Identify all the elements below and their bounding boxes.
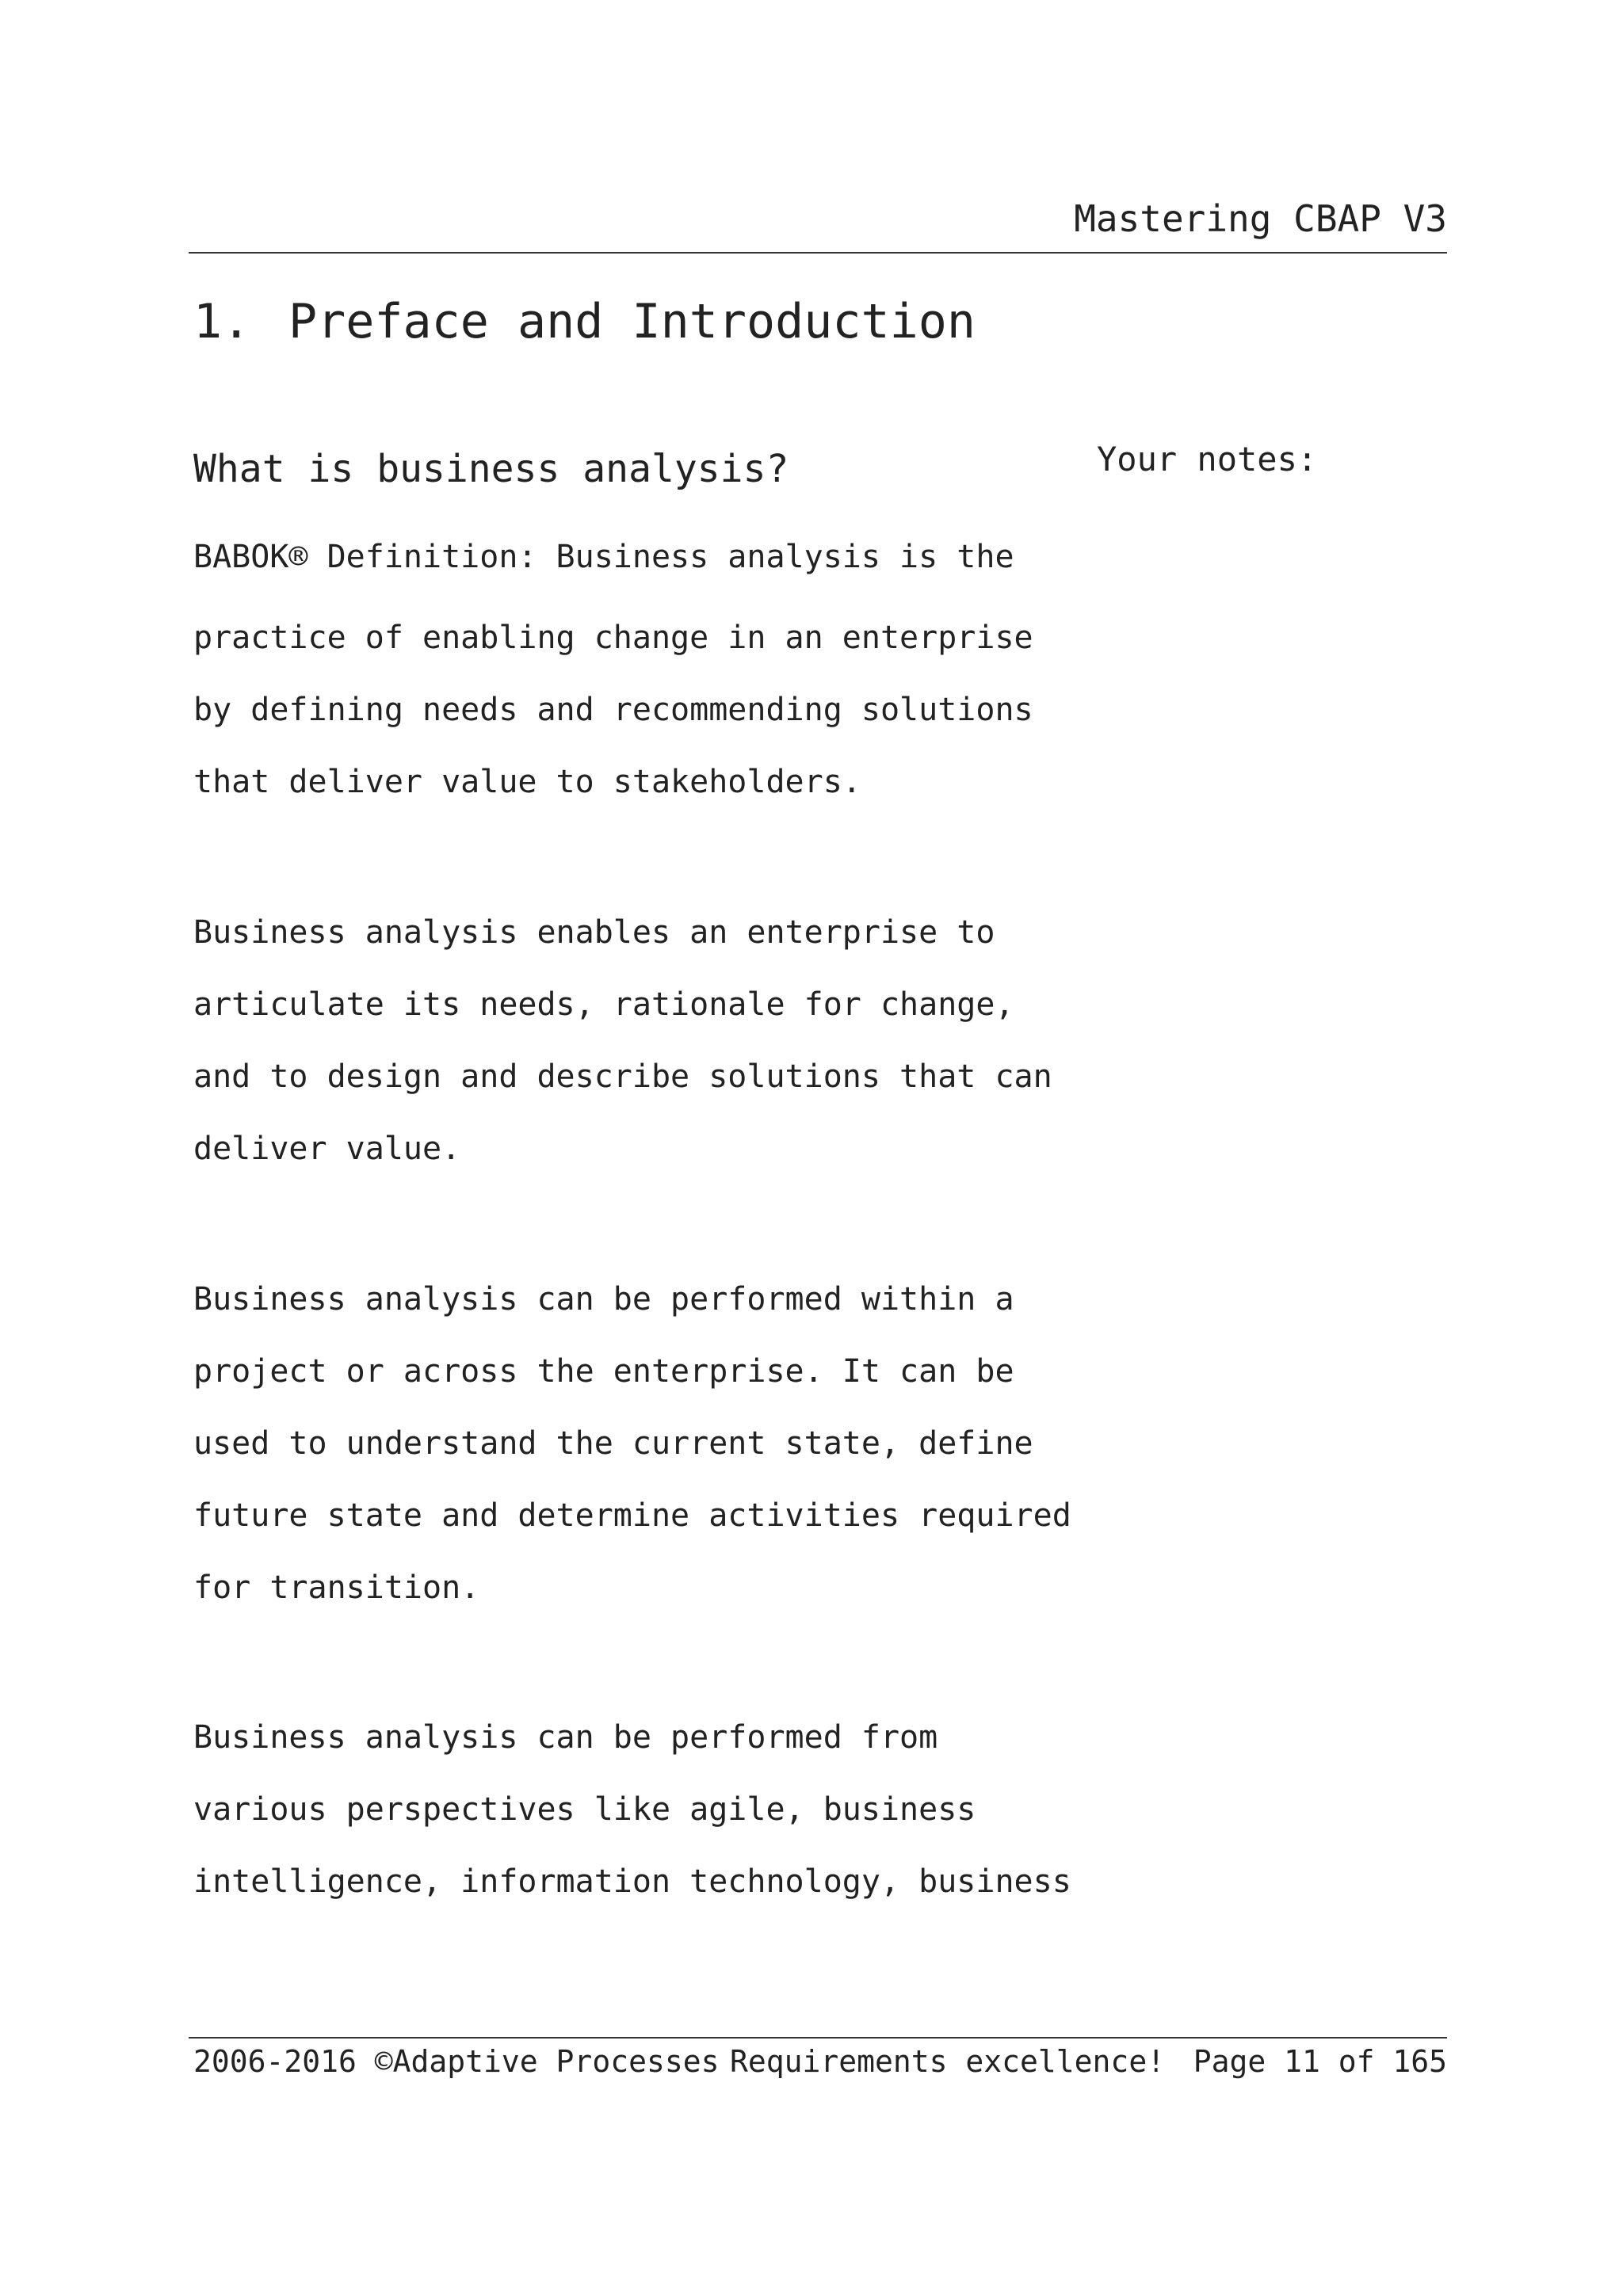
chapter-number: 1.	[193, 294, 251, 349]
text-line: deliver value.	[193, 1131, 461, 1167]
text-line: articulate its needs, rationale for change,	[193, 986, 1014, 1023]
running-header: Mastering CBAP V3	[1074, 197, 1447, 240]
text-line: used to understand the current state, define	[193, 1425, 1033, 1462]
section-heading: What is business analysis?	[193, 447, 789, 491]
text-line: by defining needs and recommending solutions	[193, 692, 1033, 728]
paragraph-enables	[193, 897, 1052, 1185]
text-line: Business analysis can be performed within a	[193, 1281, 1014, 1318]
notes-label: Your notes:	[1097, 440, 1318, 479]
header-rule	[189, 252, 1447, 254]
text-line: future state and determine activities required	[193, 1497, 1071, 1534]
footer-copyright: 2006-2016 ©Adaptive Processes	[193, 2044, 720, 2079]
footer-page-number: Page 11 of 165	[1193, 2044, 1447, 2079]
paragraph-definition	[193, 521, 1033, 818]
footer-rule	[189, 2037, 1447, 2039]
text-line: and to design and describe solutions that can	[193, 1058, 1052, 1095]
text-line: that deliver value to stakeholders.	[193, 764, 861, 800]
footer-tagline: Requirements excellence!	[730, 2044, 1166, 2079]
text-line: project or across the enterprise. It can be	[193, 1353, 1014, 1390]
chapter-title-text: Preface and Introduction	[288, 294, 976, 349]
text-line: BABOK® Definition: Business analysis is the	[193, 539, 1014, 575]
chapter-title	[193, 290, 976, 353]
text-line: for transition.	[193, 1569, 480, 1606]
text-line: various perspectives like agile, business	[193, 1791, 976, 1828]
text-line: Business analysis enables an enterprise to	[193, 914, 995, 951]
text-line: intelligence, information technology, business	[193, 1863, 1071, 1900]
text-line: Business analysis can be performed from	[193, 1719, 938, 1756]
paragraph-perspectives	[193, 1702, 1071, 1918]
text-line: practice of enabling change in an enterprise	[193, 620, 1033, 656]
paragraph-scope	[193, 1264, 1071, 1624]
